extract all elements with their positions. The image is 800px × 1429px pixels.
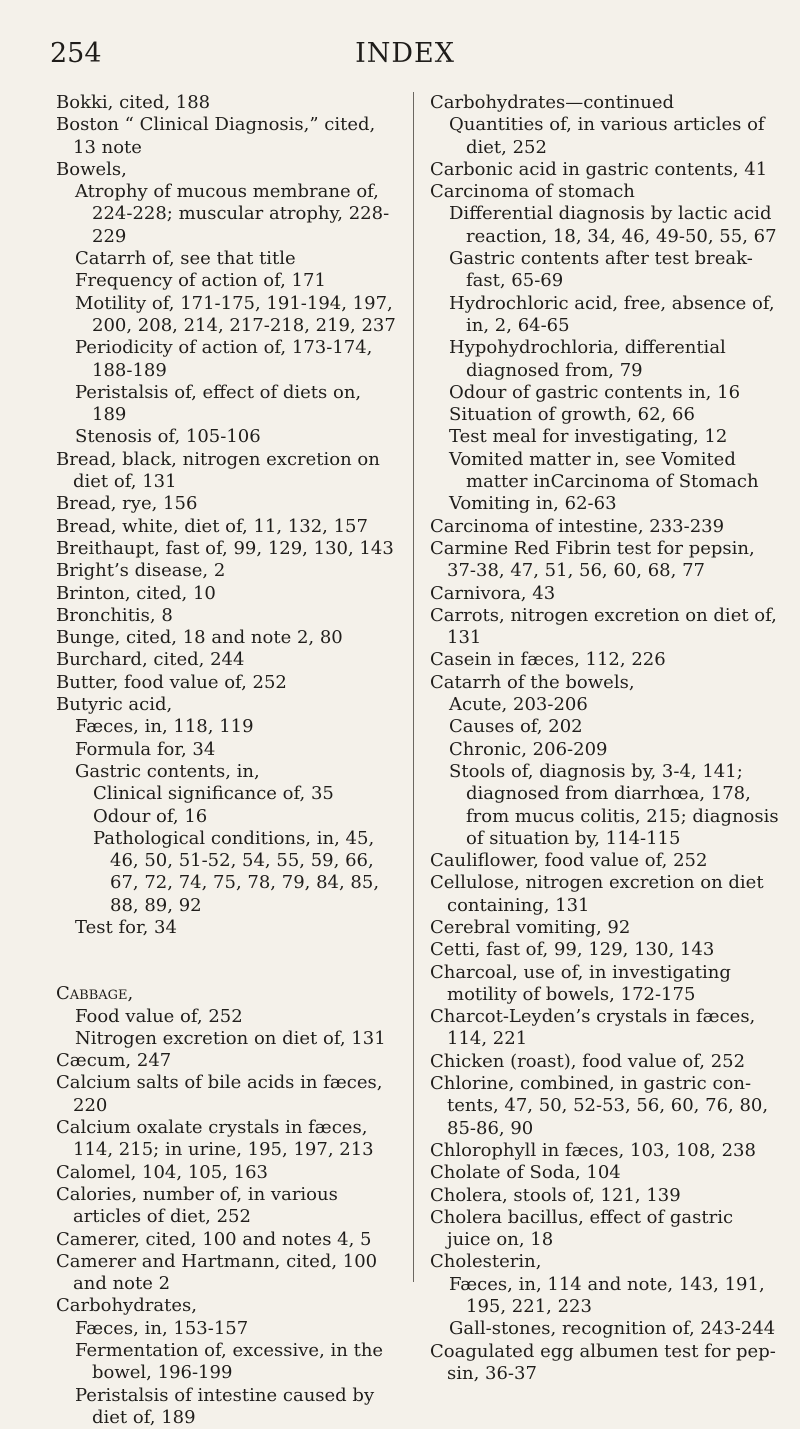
index-entry: Coagulated egg albumen test for pep-sin, 36-37 — [430, 1340, 776, 1384]
index-subentry: Test for, 34 — [75, 916, 177, 938]
index-entry: Catarrh of the bowels, — [430, 671, 635, 693]
index-entry: Cetti, fast of, 99, 129, 130, 143 — [430, 939, 715, 961]
index-entry: Boston “ Clinical Diagnosis,” cited, 13 note — [56, 114, 376, 158]
index-entry: Bread, rye, 156 — [56, 493, 198, 515]
index-entry: Cellulose, nitrogen excretion on diet containing, 131 — [430, 872, 764, 916]
index-entry: Calcium salts of bile acids in fæces, 220 — [56, 1072, 383, 1116]
index-subentry: Causes of, 202 — [449, 716, 583, 738]
index-subentry: Motility of, 171-175, 191-194, 197, 200, 208, 214, 217-218, 219, 237 — [75, 292, 396, 336]
index-entry: Bunge, cited, 18 and note 2, 80 — [56, 627, 343, 649]
index-entry: Calcium oxalate crystals in fæces, 114, 215; in urine, 195, 197, 213 — [56, 1117, 374, 1161]
index-subentry: Stools of, diagnosis by, 3-4, 141; diagnosed from diarrhœa, 178, from mucus colitis, 215; diagnosis of situation by, 114-115 — [449, 760, 779, 849]
index-entry: Casein in fæces, 112, 226 — [430, 649, 666, 671]
index-entry: Bowels, — [56, 158, 127, 180]
index-entry: Bronchitis, 8 — [56, 604, 173, 626]
index-subentry: Odour of, 16 — [93, 805, 208, 827]
index-entry: Calories, number of, in various articles of diet, 252 — [56, 1183, 338, 1228]
index-entry: Bright’s disease, 2 — [56, 560, 226, 582]
index-subentry: Frequency of action of, 171 — [75, 270, 326, 292]
index-entry: Cerebral vomiting, 92 — [430, 916, 631, 938]
index-subentry: Periodicity of action of, 173-174, 188-189 — [75, 337, 373, 381]
index-entry: Carmine Red Fibrin test for pepsin, 37-38, 47, 51, 56, 60, 68, 77 — [430, 537, 755, 582]
index-subentry: Fæces, in, 114 and note, 143, 191, 195, 221, 223 — [449, 1273, 765, 1318]
index-subentry: Quantities of, in various articles of diet, 252 — [449, 114, 765, 158]
index-entry: Cauliflower, food value of, 252 — [430, 850, 708, 872]
index-entry: Carcinoma of intestine, 233-239 — [430, 515, 725, 537]
index-subentry: Acute, 203-206 — [449, 694, 588, 716]
index-entry: Carbohydrates, — [56, 1295, 197, 1317]
index-entry: Charcot-Leyden’s crystals in fæces, 114, 221 — [430, 1006, 756, 1050]
index-entry: Bokki, cited, 188 — [56, 92, 211, 113]
index-subentry: Fermentation of, excessive, in the bowel, 196-199 — [75, 1340, 384, 1384]
index-subentry: Gastric contents after test break-fast, 65-69 — [449, 248, 753, 292]
index-entry: Carnivora, 43 — [430, 582, 556, 604]
index-subentry: Hypohydrochloria, differential diagnosed from, 79 — [449, 337, 726, 381]
index-entry: Butyric acid, — [56, 694, 173, 716]
index-entry: Camerer, cited, 100 and notes 4, 5 — [56, 1228, 372, 1250]
index-subentry: Differential diagnosis by lactic acid reaction, 18, 34, 46, 49-50, 55, 67 — [449, 203, 777, 247]
index-entry: Cholera, stools of, 121, 139 — [430, 1184, 681, 1206]
index-entry: Cholesterin, — [430, 1251, 542, 1273]
index-subentry: Clinical significance of, 35 — [93, 783, 334, 805]
index-subentry: Chronic, 206-209 — [449, 738, 608, 760]
index-entry: Charcoal, use of, in investigating motility of bowels, 172-175 — [430, 961, 731, 1005]
index-entry: Carrots, nitrogen excretion on diet of, 131 — [430, 604, 777, 649]
index-entry: Burchard, cited, 244 — [56, 649, 245, 671]
index-entry: Bread, white, diet of, 11, 132, 157 — [56, 515, 368, 537]
index-entry: Cholate of Soda, 104 — [430, 1162, 621, 1184]
index-entry: Carbonic acid in gastric contents, 41 — [430, 158, 768, 180]
index-subentry: Peristalsis of intestine caused by diet of, 189 — [75, 1384, 375, 1428]
index-subentry: Hydrochloric acid, free, absence of, in, 2, 64-65 — [449, 292, 775, 336]
page-number: 254 — [50, 38, 102, 69]
page-header — [50, 38, 760, 78]
index-column-left — [56, 92, 396, 1429]
index-subentry: Stenosis of, 105-106 — [75, 426, 261, 448]
index-entry: Chicken (roast), food value of, 252 — [430, 1050, 746, 1072]
index-subentry: Fæces, in, 153-157 — [75, 1317, 249, 1339]
index-column-right — [430, 92, 780, 1385]
column-divider — [413, 92, 414, 1282]
index-subentry: Formula for, 34 — [75, 738, 216, 760]
index-entry: Bread, black, nitrogen excretion on diet of, 131 — [56, 448, 380, 493]
index-entry: Calomel, 104, 105, 163 — [56, 1161, 268, 1183]
index-entry: Cabbage, — [56, 983, 134, 1005]
index-subentry: Peristalsis of, effect of diets on, 189 — [75, 381, 362, 426]
index-entry: Chlorine, combined, in gastric con-tents, 47, 50, 52-53, 56, 60, 76, 80, 85-86, 90 — [430, 1073, 769, 1139]
index-subentry: Vomited matter in, see Vomited matter inCarcinoma of Stomach — [449, 448, 759, 493]
index-subentry: Odour of gastric contents in, 16 — [449, 381, 741, 403]
index-subentry: Pathological conditions, in, 45, 46, 50, 51-52, 54, 55, 59, 66, 67, 72, 74, 75, 78, 79, 84, 85, 88, 89, 92 — [93, 827, 380, 916]
index-subentry: Gall-stones, recognition of, 243-244 — [449, 1318, 776, 1340]
index-entry: Cæcum, 247 — [56, 1050, 172, 1072]
index-entry: Camerer and Hartmann, cited, 100 and note 2 — [56, 1250, 378, 1295]
index-entry: Chlorophyll in fæces, 103, 108, 238 — [430, 1139, 756, 1161]
index-entry: Carbohydrates—continued — [430, 92, 675, 113]
index-subentry: Atrophy of mucous membrane of, 224-228; muscular atrophy, 228-229 — [75, 181, 390, 247]
index-entry: Butter, food value of, 252 — [56, 671, 287, 693]
index-entry: Brinton, cited, 10 — [56, 582, 216, 604]
index-entry: Cholera bacillus, effect of gastric juice on, 18 — [430, 1206, 734, 1251]
index-subentry: Food value of, 252 — [75, 1005, 243, 1027]
index-subentry: Situation of growth, 62, 66 — [449, 404, 695, 426]
index-subentry: Vomiting in, 62-63 — [449, 493, 617, 515]
running-title: INDEX — [355, 38, 455, 69]
index-entry: Breithaupt, fast of, 99, 129, 130, 143 — [56, 537, 394, 559]
index-entry: Carcinoma of stomach — [430, 181, 635, 203]
index-subentry: Fæces, in, 118, 119 — [75, 716, 254, 738]
index-subentry: Test meal for investigating, 12 — [449, 426, 728, 448]
index-subentry: Gastric contents, in, — [75, 760, 260, 782]
index-subentry: Catarrh of, see that title — [75, 248, 296, 270]
index-subentry: Nitrogen excretion on diet of, 131 — [75, 1027, 386, 1049]
